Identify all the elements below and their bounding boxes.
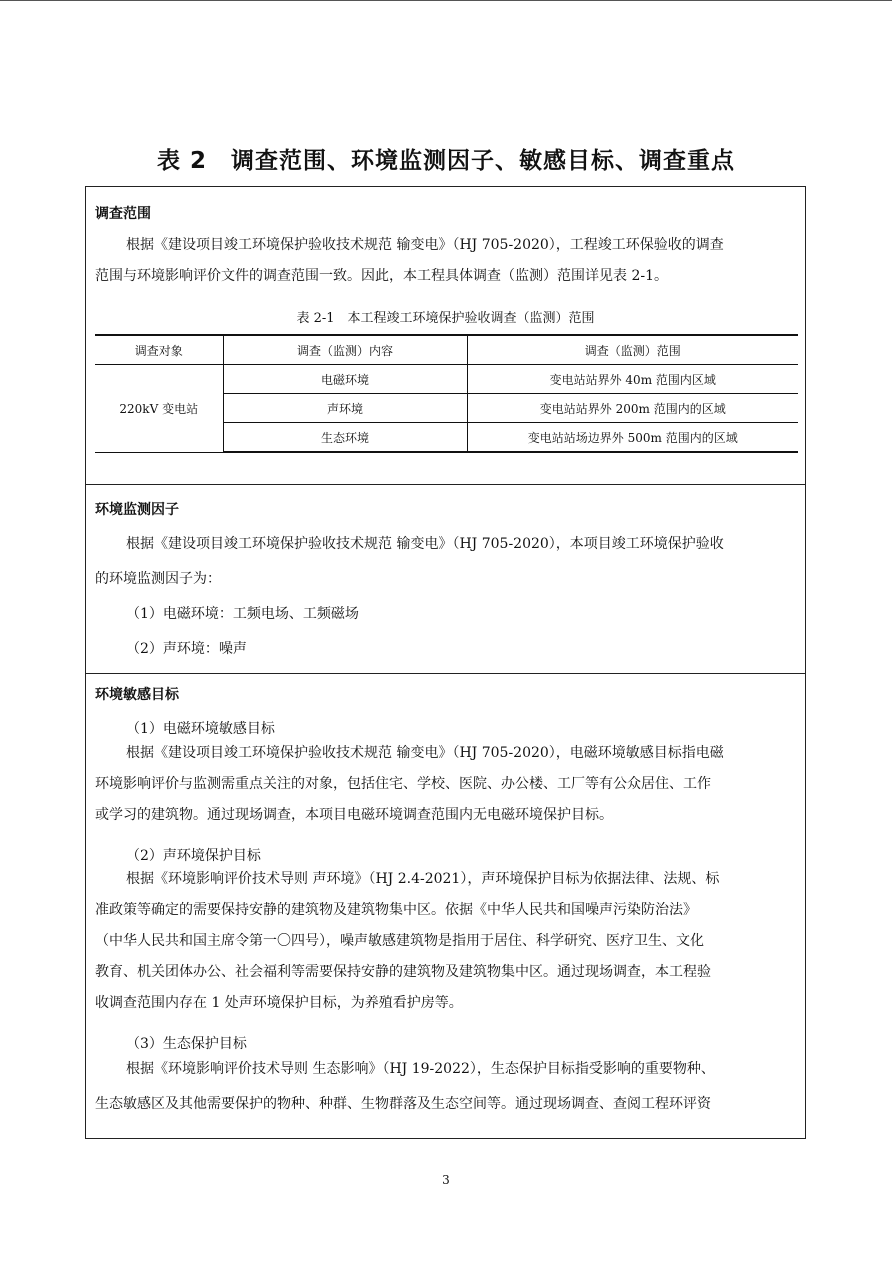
em-target-paragraph (95, 738, 800, 831)
table-cell-range: 变电站站界外 40m 范围内区域 (467, 365, 798, 394)
em-target-title: （1）电磁环境敏感目标 (126, 721, 275, 737)
scope-heading: 调查范围 (95, 206, 151, 222)
eco-target-paragraph (95, 1052, 800, 1122)
factor-item: （2）声环境：噪声 (126, 641, 247, 657)
top-border-line (0, 0, 892, 1)
factors-line: 的环境监测因子为： (95, 571, 221, 587)
scope-line: 范围与环境影响评价文件的调查范围一致。因此，本工程具体调查（监测）范围详见表 2-1。 (95, 268, 668, 284)
page-number: 3 (442, 1173, 450, 1187)
noise-target-line: 准政策等确定的需要保持安静的建筑物及建筑物集中区。依据《中华人民共和国噪声污染防治法》 (95, 902, 697, 918)
eco-target-title: （3）生态保护目标 (126, 1036, 247, 1052)
factors-heading: 环境监测因子 (95, 502, 179, 518)
table-header-row (95, 335, 798, 365)
noise-target-line: 收调查范围内存在 1 处声环境保护目标，为养殖看护房等。 (95, 995, 463, 1011)
table-cell-range: 变电站站界外 200m 范围内的区域 (467, 394, 798, 423)
eco-target-line: 根据《环境影响评价技术导则 生态影响》（HJ 19-2022），生态保护目标指受影响的重要物种、 (126, 1061, 715, 1077)
em-target-line: 环境影响评价与监测需重点关注的对象，包括住宅、学校、医院、办公楼、工厂等有公众居住、工作 (95, 776, 711, 792)
table-header-cell: 调查（监测）内容 (223, 335, 467, 365)
noise-target-line: 教育、机关团体办公、社会福利等需要保持安静的建筑物及建筑物集中区。通过现场调查，本工程验 (95, 964, 711, 980)
table-cell-object: 220kV 变电站 (95, 365, 223, 453)
scope-line: 根据《建设项目竣工环境保护验收技术规范 输变电》（HJ 705-2020），工程竣工环保验收的调查 (126, 237, 724, 253)
table-header-cell: 调查对象 (95, 335, 223, 365)
table-cell-range: 变电站站场边界外 500m 范围内的区域 (467, 423, 798, 453)
table-caption: 表 2-1 本工程竣工环境保护验收调查（监测）范围 (296, 311, 595, 326)
table-cell-content: 电磁环境 (223, 365, 467, 394)
table-row (95, 365, 798, 394)
scope-paragraph (95, 230, 800, 292)
table-header-cell: 调查（监测）范围 (467, 335, 798, 365)
factors-line: 根据《建设项目竣工环境保护验收技术规范 输变电》（HJ 705-2020），本项目竣工环境保护验收 (126, 536, 724, 552)
content-table (85, 186, 806, 1139)
em-target-line: 根据《建设项目竣工环境保护验收技术规范 输变电》（HJ 705-2020），电磁环境敏感目标指电磁 (126, 745, 724, 761)
factors-paragraph (95, 527, 800, 597)
noise-target-line: （中华人民共和国主席令第一〇四号），噪声敏感建筑物是指用于居住、科学研究、医疗卫生、文化 (95, 933, 704, 949)
factors-section (86, 485, 805, 673)
factor-item: （1）电磁环境：工频电场、工频磁场 (126, 606, 359, 622)
targets-heading: 环境敏感目标 (95, 687, 179, 703)
noise-target-line: 根据《环境影响评价技术导则 声环境》（HJ 2.4-2021），声环境保护目标为依据法律、法规、标 (126, 871, 720, 887)
scope-section (86, 187, 805, 484)
eco-target-line: 生态敏感区及其他需要保护的物种、种群、生物群落及生态空间等。通过现场调查、查阅工程环评资 (95, 1096, 711, 1112)
noise-target-paragraph (95, 864, 800, 1019)
page-title: 表 2 调查范围、环境监测因子、敏感目标、调查重点 (156, 148, 735, 174)
table-cell-content: 生态环境 (223, 423, 467, 453)
em-target-line: 或学习的建筑物。通过现场调查，本项目电磁环境调查范围内无电磁环境保护目标。 (95, 807, 613, 823)
noise-target-title: （2）声环境保护目标 (126, 848, 261, 864)
scope-table (95, 334, 798, 453)
targets-section (86, 674, 805, 1138)
table-cell-content: 声环境 (223, 394, 467, 423)
